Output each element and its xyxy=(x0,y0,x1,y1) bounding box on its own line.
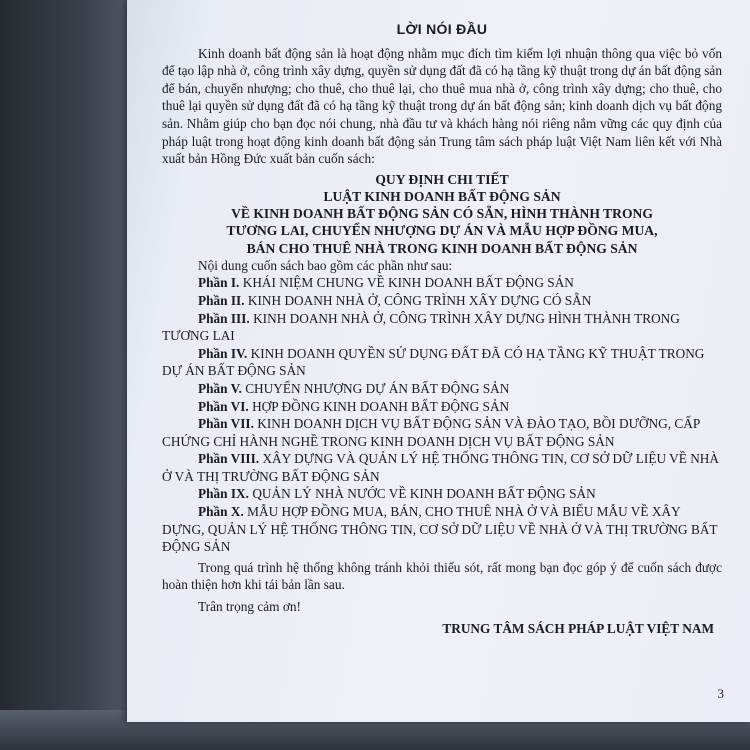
contents-intro: Nội dung cuốn sách bao gồm các phần như sau: xyxy=(198,257,453,273)
part-text: HỢP ĐỒNG KINH DOANH BẤT ĐỘNG SẢN xyxy=(252,398,510,414)
intro-paragraph: Kinh doanh bất động sản là hoạt động nhằm mục đích tìm kiếm lợi nhuận thông qua việc bỏ vốn để tạo lập nhà ở, công trình xây dựng, quyền sử dụng đất đã có hạ tầng kỹ thuật trong dự án bất động sản để bán, chuyển nhượng; cho thuê, cho thuê lại, cho thuê mua nhà ở, công trình xây dựng; cho thuê, cho thuê lại quyền sử dụng đất đã có hạ tầng kỹ thuật trong dự án bất động sản; kinh doanh dịch vụ bất động sản. Nhằm giúp cho bạn đọc nói chung, nhà đầu tư và khách hàng nói riêng nắm vững các quy định của pháp luật trong hoạt động kinh doanh bất động sản Trung tâm sách pháp luật Việt Nam liên kết với Nhà xuất bản Hồng Đức xuất bản cuốn sách: xyxy=(162,45,722,167)
part-item xyxy=(162,345,722,380)
closing-paragraph: Trong quá trình hệ thống không tránh khỏi thiếu sót, rất mong bạn đọc góp ý để cuốn sách được hoàn thiện hơn khi tái bản lần sau. xyxy=(162,559,722,593)
part-text: KINH DOANH DỊCH VỤ BẤT ĐỘNG SẢN VÀ ĐÀO TẠO, BỒI DƯỠNG, CẤP CHỨNG CHỈ HÀNH NGHỀ TRONG KINH DOANH DỊCH VỤ BẤT ĐỘNG SẢN xyxy=(162,416,700,449)
part-text: KINH DOANH NHÀ Ở, CÔNG TRÌNH XÂY DỰNG HÌNH THÀNH TRONG TƯƠNG LAI xyxy=(162,310,680,344)
part-label: Phần I. xyxy=(198,275,240,291)
part-label: Phần IX. xyxy=(198,486,249,502)
book-title-line: QUY ĐỊNH CHI TIẾT xyxy=(375,171,509,187)
part-item xyxy=(162,398,722,416)
part-item xyxy=(162,450,722,485)
parts-list xyxy=(162,274,722,556)
part-label: Phần VI. xyxy=(198,398,249,414)
part-label: Phần VIII. xyxy=(198,451,260,467)
page-heading: LỜI NÓI ĐẦU xyxy=(396,21,488,37)
thanks-line: Trân trọng cảm ơn! xyxy=(198,599,301,615)
signature: TRUNG TÂM SÁCH PHÁP LUẬT VIỆT NAM xyxy=(442,620,714,636)
page-content xyxy=(162,21,722,637)
page-number: 3 xyxy=(717,686,724,701)
book-title-line: VỀ KINH DOANH BẤT ĐỘNG SẢN CÓ SẴN, HÌNH THÀNH TRONG xyxy=(231,206,653,222)
part-label: Phần IV. xyxy=(198,345,248,361)
part-text: KHÁI NIỆM CHUNG VỀ KINH DOANH BẤT ĐỘNG SẢN xyxy=(242,275,574,291)
part-item xyxy=(162,380,722,398)
part-text: KINH DOANH NHÀ Ở, CÔNG TRÌNH XÂY DỰNG CÓ SẴN xyxy=(247,292,592,308)
part-label: Phần II. xyxy=(198,292,245,308)
part-item xyxy=(162,310,722,345)
part-text: QUẢN LÝ NHÀ NƯỚC VỀ KINH DOANH BẤT ĐỘNG SẢN xyxy=(252,486,596,502)
part-text: CHUYỂN NHƯỢNG DỰ ÁN BẤT ĐỘNG SẢN xyxy=(245,380,510,396)
part-label: Phần V. xyxy=(198,380,242,396)
part-item xyxy=(162,485,722,503)
part-label: Phần VII. xyxy=(198,416,254,432)
part-text: XÂY DỰNG VÀ QUẢN LÝ HỆ THỐNG THÔNG TIN, CƠ SỞ DỮ LIỆU VỀ NHÀ Ở VÀ THỊ TRƯỜNG BẤT ĐỘNG SẢN xyxy=(162,451,720,484)
part-label: Phần X. xyxy=(198,504,244,520)
book-title-line: TƯƠNG LAI, CHUYỂN NHƯỢNG DỰ ÁN VÀ MẪU HỢP ĐỒNG MUA, xyxy=(226,223,658,239)
book-title-block xyxy=(162,171,722,257)
part-item xyxy=(162,274,722,292)
part-text: MẪU HỢP ĐỒNG MUA, BÁN, CHO THUÊ NHÀ Ở VÀ BIỂU MẪU VỀ XÂY DỰNG, QUẢN LÝ HỆ THỐNG THÔNG TIN, CƠ SỞ DỮ LIỆU VỀ NHÀ Ở VÀ THỊ TRƯỜNG BẤT ĐỘNG SẢN xyxy=(162,504,718,555)
part-item xyxy=(162,292,722,310)
book-title-line: BÁN CHO THUÊ NHÀ TRONG KINH DOANH BẤT ĐỘNG SẢN xyxy=(246,240,638,256)
book-title-line: LUẬT KINH DOANH BẤT ĐỘNG SẢN xyxy=(323,188,561,204)
book-page xyxy=(127,0,750,722)
part-label: Phần III. xyxy=(198,310,250,326)
part-item xyxy=(162,415,722,450)
part-text: KINH DOANH QUYỀN SỬ DỤNG ĐẤT ĐÃ CÓ HẠ TẦNG KỸ THUẬT TRONG DỰ ÁN BẤT ĐỘNG SẢN xyxy=(162,345,705,379)
part-item xyxy=(162,503,722,556)
